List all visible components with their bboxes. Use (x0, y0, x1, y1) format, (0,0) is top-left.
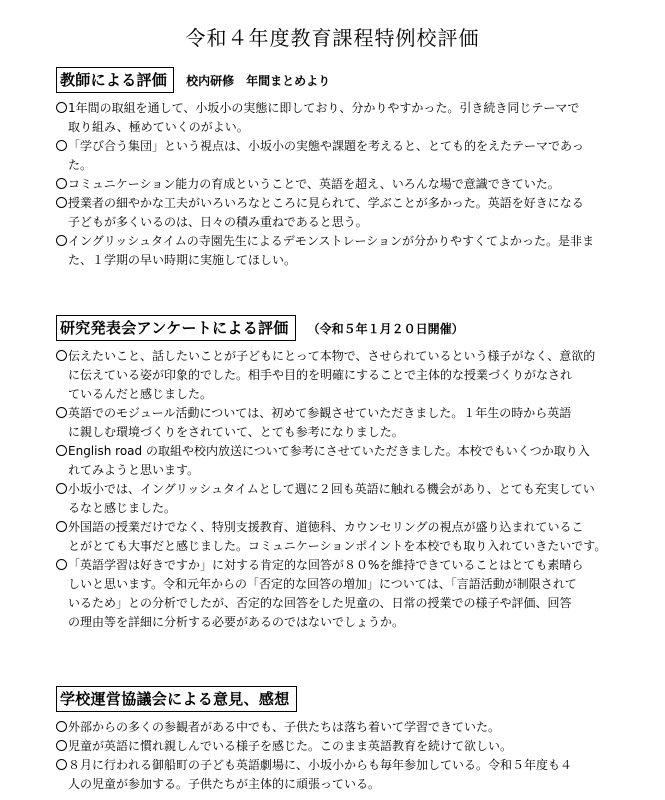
circle-bullet-icon (56, 197, 67, 208)
list-item (56, 194, 616, 232)
list-item (56, 232, 616, 270)
comment-list (56, 347, 616, 632)
circle-bullet-icon (56, 559, 67, 570)
comment-text: 「英語学習は好きですか」に対する肯定的な回答が８０%を維持できていることはとても素晴ら しいと思います。令和元年からの「否定的な回答の増加」については、「言語活動が制限されて いるため」との分析でしたが、否定的な回答をした児童の、日常の授業での様子や評価、回答 の理由等を詳細に分析する必要があるのではないでしょうか。 (68, 558, 584, 629)
list-item (56, 718, 616, 737)
circle-bullet-icon (56, 483, 67, 494)
comment-text: 英語でのモジュール活動については、初めて参観させていただきました。１年生の時から英語 に親しむ環境づくりをされていて、とても参考になりました。 (68, 406, 572, 439)
circle-bullet-icon (56, 102, 67, 113)
list-item (56, 404, 616, 442)
circle-bullet-icon (56, 740, 67, 751)
list-item (56, 556, 616, 632)
section-heading: 学校運営協議会による意見、感想 (56, 686, 297, 712)
comment-text: 授業者の細やかな工夫がいろいろなところに見られて、学ぶことが多かった。英語を好きになる 子どもが多くいるのは、日々の積み重ねであると思う。 (68, 196, 584, 229)
circle-bullet-icon (56, 350, 67, 361)
section-header (56, 686, 616, 712)
comment-text: 外部からの多くの参観者がある中でも、子供たちは落ち着いて学習できていた。 (68, 720, 501, 734)
comment-text: 外国語の授業だけでなく、特別支援教育、道徳科、カウンセリングの視点が盛り込まれているこ とがとても大事だと感じました。コミュニケーションポイントを本校でも取り入れていきたいです。 (68, 520, 607, 553)
comment-text: イングリッシュタイムの寺園先生によるデモンストレーションが分かりやすくてよかった。是非ま た、１学期の早い時期に実施してほしい。 (68, 234, 594, 267)
list-item (56, 518, 616, 556)
circle-bullet-icon (56, 759, 67, 770)
comment-text: English road の取組や校内放送について参考にさせていただきました。本校でもいくつか取り入 れてみようと思います。 (68, 444, 590, 477)
comment-text: 1年間の取組を通して、小坂小の実態に即しており、分かりやすかった。引き続き同じテーマで 取り組み、極めていくのがよい。 (68, 101, 580, 134)
circle-bullet-icon (56, 235, 67, 246)
list-item (56, 347, 616, 404)
section-subheading: （令和５年１月２０日開催） (307, 322, 464, 336)
comment-text: 小坂小では、イングリッシュタイムとして週に２回も英語に触れる機会があり、とても充実してい るなと感じました。 (68, 482, 595, 515)
list-item (56, 99, 616, 137)
circle-bullet-icon (56, 445, 67, 456)
circle-bullet-icon (56, 178, 67, 189)
circle-bullet-icon (56, 140, 67, 151)
document-title: 令和４年度教育課程特例校評価 (185, 26, 480, 50)
list-item (56, 137, 616, 175)
list-item (56, 737, 616, 756)
section-heading: 教師による評価 (56, 67, 174, 93)
circle-bullet-icon (56, 407, 67, 418)
circle-bullet-icon (56, 721, 67, 732)
comment-text: コミュニケーション能力の育成ということで、英語を超え、いろんな場で意識できていた。 (68, 177, 560, 191)
comment-text: 「学び合う集団」という視点は、小坂小の実態や課題を考えると、とても的をえたテーマであっ た。 (68, 139, 584, 172)
section-survey-evaluation (56, 315, 616, 632)
comment-text: 児童が英語に慣れ親しんでいる様子を感じた。このまま英語教育を続けて欲しい。 (68, 739, 513, 753)
section-heading: 研究発表会アンケートによる評価 (56, 315, 296, 341)
list-item (56, 175, 616, 194)
list-item (56, 442, 616, 480)
section-subheading: 校内研修 年間まとめより (186, 74, 331, 88)
list-item (56, 756, 616, 794)
section-header (56, 315, 616, 341)
section-teacher-evaluation (56, 67, 616, 270)
list-item (56, 480, 616, 518)
section-council-opinions (56, 686, 616, 794)
comment-text: 伝えたいこと、話したいことが子どもにとって本物で、させられているという様子がなく、意欲的 に伝えている姿が印象的でした。相手や目的を明確にすることで主体的な授業づくりがなされ ているんだと感じました。 (68, 349, 596, 401)
section-header (56, 67, 616, 93)
comment-list (56, 718, 616, 794)
circle-bullet-icon (56, 521, 67, 532)
comment-list (56, 99, 616, 270)
comment-text: ８月に行われる御船町の子ども英語劇場に、小坂小からも毎年参加している。令和５年度も４ 人の児童が参加する。子供たちが主体的に頑張っている。 (68, 758, 573, 791)
